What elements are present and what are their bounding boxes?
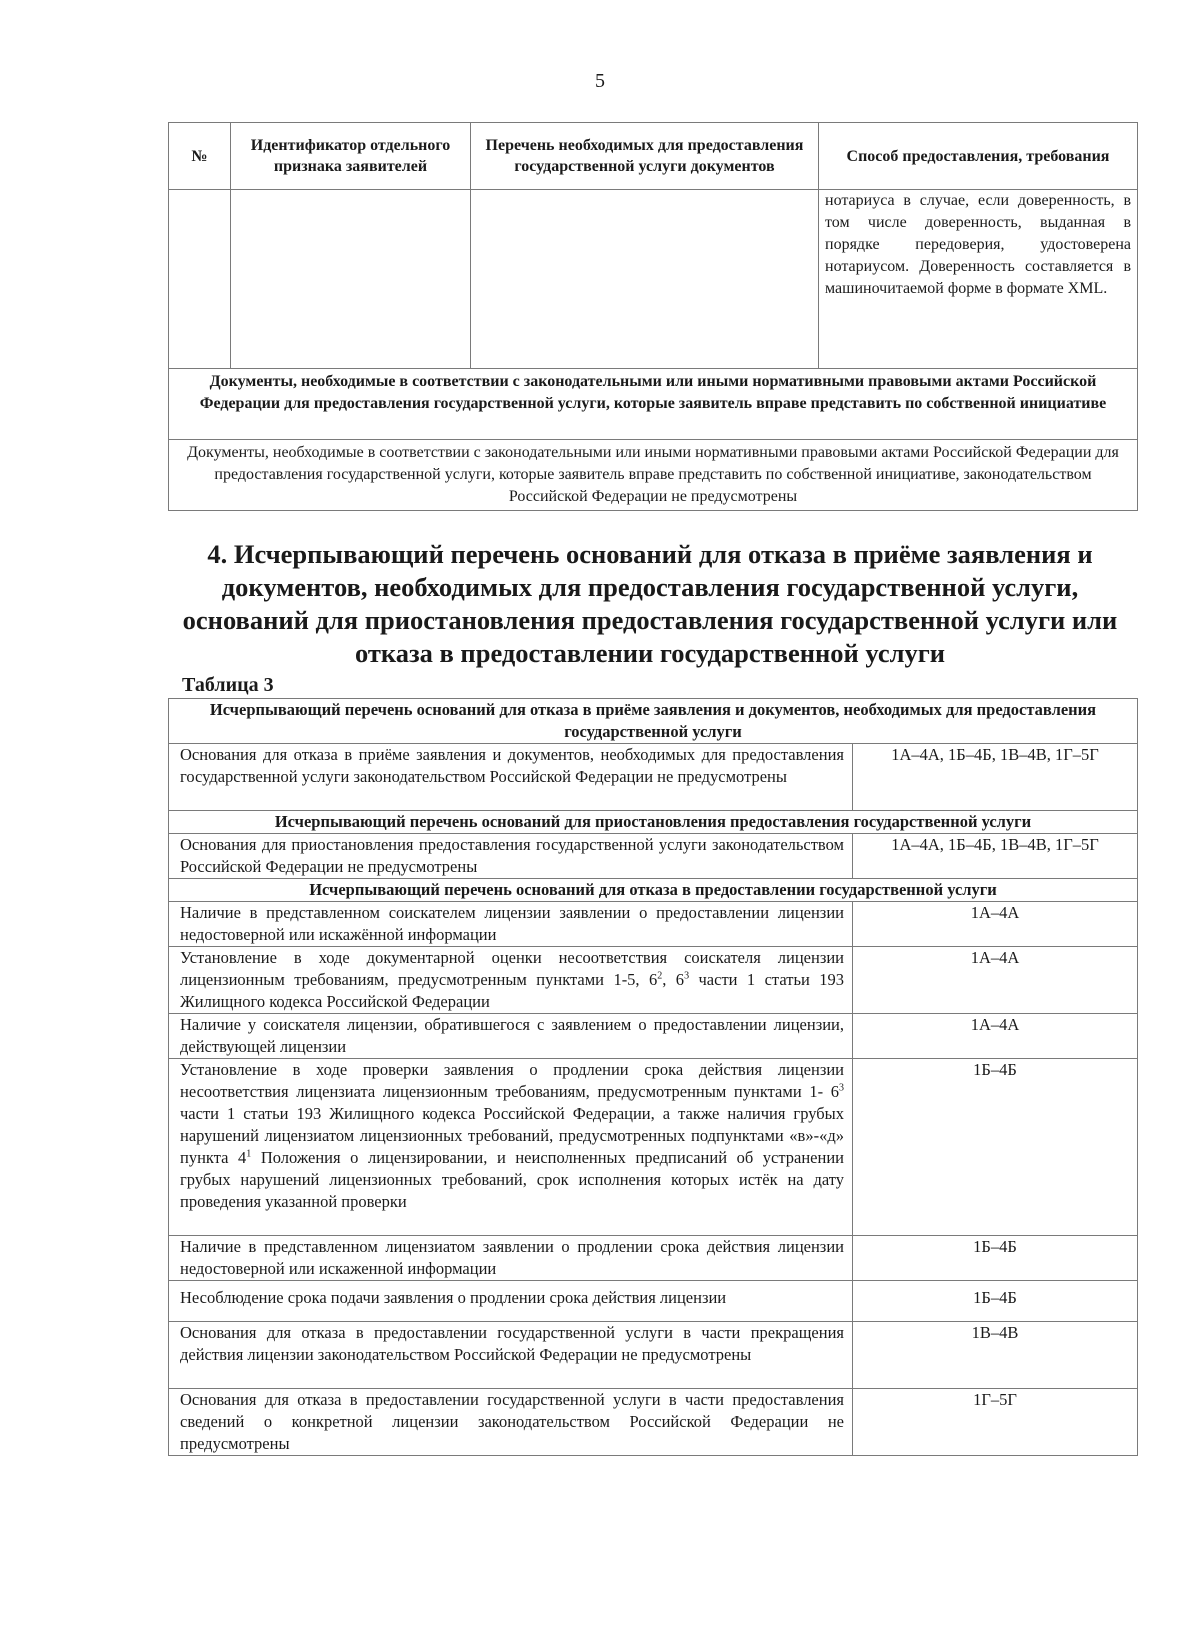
column-header-number: №: [169, 123, 231, 190]
table-row: [169, 744, 1138, 811]
reason-cell: Наличие в представленном соискателем лицензии заявлении о предоставлении лицензии недостоверной или искажённой информации: [169, 902, 853, 947]
section-subheader: Документы, необходимые в соответствии с законодательными или иными нормативными правовыми актами Российской Федерации для предоставления государственной услуги, которые заявитель вправе представить по собственной инициативе: [169, 369, 1138, 440]
superscript: 3: [839, 1082, 844, 1094]
code-cell: 1А–4А: [853, 947, 1138, 1014]
superscript: 1: [246, 1148, 252, 1160]
empty-cell: [231, 190, 471, 369]
table-row: [169, 1322, 1138, 1389]
reason-cell: Наличие у соискателя лицензии, обратившегося с заявлением о предоставлении лицензии, действующей лицензии: [169, 1014, 853, 1059]
reason-cell: Основания для отказа в предоставлении государственной услуги в части прекращения действия лицензии законодательством Российской Федерации не предусмотрены: [169, 1322, 853, 1389]
code-cell: 1Б–4Б: [853, 1281, 1138, 1322]
group-header-reception: Исчерпывающий перечень оснований для отказа в приёме заявления и документов, необходимых для предоставления государственной услуги: [169, 699, 1138, 744]
code-cell: 1А–4А, 1Б–4Б, 1В–4В, 1Г–5Г: [853, 834, 1138, 879]
code-cell: 1А–4А: [853, 902, 1138, 947]
reason-text: Установление в ходе проверки заявления о продлении срока действия лицензии несоответствия лицензиата лицензионным требованиям, предусмотренным пунктами 1- 6: [180, 1060, 844, 1101]
empty-cell: [471, 190, 819, 369]
table-row: [169, 1389, 1138, 1456]
reason-cell: Основания для приостановления предоставления государственной услуги законодательством Российской Федерации не предусмотрены: [169, 834, 853, 879]
group-header-row: [169, 811, 1138, 834]
code-cell: 1А–4А, 1Б–4Б, 1В–4В, 1Г–5Г: [853, 744, 1138, 811]
code-cell: 1В–4В: [853, 1322, 1138, 1389]
reason-text: части 1 статьи 193 Жилищного кодекса Российской Федерации, а также наличия грубых нарушений лицензиатом лицензионных требований, предусмотренных подпунктами «в»-«д» пункта 4: [180, 1104, 844, 1167]
code-cell: 1Б–4Б: [853, 1059, 1138, 1236]
table-subheader-row: [169, 369, 1138, 440]
group-header-suspension: Исчерпывающий перечень оснований для приостановления предоставления государственной услуги: [169, 811, 1138, 834]
table-caption: Таблица 3: [182, 674, 274, 696]
empty-cell: [169, 190, 231, 369]
column-header-method: Способ предоставления, требования: [819, 123, 1138, 190]
table-row: [169, 947, 1138, 1014]
section-heading: 4. Исчерпывающий перечень оснований для отказа в приёме заявления и документов, необходимых для предоставления государственной услуги, оснований для приостановления предоставления государственной услуги или отказа в предоставлении государственной услуги: [182, 539, 1118, 668]
page-number: 5: [595, 70, 605, 92]
table-row: [169, 1014, 1138, 1059]
reason-cell: Основания для отказа в приёме заявления и документов, необходимых для предоставления государственной услуги законодательством Российской Федерации не предусмотрены: [169, 744, 853, 811]
table-row: [169, 190, 1138, 369]
group-header-refusal: Исчерпывающий перечень оснований для отказа в предоставлении государственной услуги: [169, 879, 1138, 902]
table-row: [169, 1236, 1138, 1281]
reason-text: Установление в ходе документарной оценки несоответствия соискателя лицензии лицензионным требованиям, предусмотренным пунктами 1-5, 6: [180, 948, 844, 989]
superscript: 3: [684, 970, 690, 982]
table-row: [169, 1059, 1138, 1236]
reason-cell: Наличие в представленном лицензиатом заявлении о продлении срока действия лицензии недостоверной или искаженной информации: [169, 1236, 853, 1281]
group-header-row: [169, 879, 1138, 902]
code-cell: 1Г–5Г: [853, 1389, 1138, 1456]
code-cell: 1Б–4Б: [853, 1236, 1138, 1281]
reason-cell: [169, 947, 853, 1014]
superscript: 2: [657, 970, 663, 982]
reason-text: Положения о лицензировании, и неисполненных предписаний об устранении грубых нарушений лицензионных требований, срок исполнения которых истёк на дату проведения указанной проверки: [180, 1148, 844, 1211]
documents-table-continuation: [168, 122, 1138, 511]
reason-text: части 1 статьи 193 Жилищного кодекса Российской Федерации: [180, 970, 844, 1011]
table-row: [169, 902, 1138, 947]
continuation-cell: нотариуса в случае, если доверенность, в том числе доверенность, выданная в порядке передоверия, удостоверена нотариусом. Доверенность составляется в машиночитаемой форме в формате XML.: [819, 190, 1138, 369]
column-header-identifier: Идентификатор отдельного признака заявителей: [231, 123, 471, 190]
reason-cell: [169, 1059, 853, 1236]
reason-cell: Несоблюдение срока подачи заявления о продлении срока действия лицензии: [169, 1281, 853, 1322]
reason-cell: Основания для отказа в предоставлении государственной услуги в части предоставления сведений о конкретной лицензии законодательством Российской Федерации не предусмотрены: [169, 1389, 853, 1456]
column-header-documents: Перечень необходимых для предоставления государственной услуги документов: [471, 123, 819, 190]
table-header-row: [169, 123, 1138, 190]
info-cell: Документы, необходимые в соответствии с законодательными или иными нормативными правовыми актами Российской Федерации для предоставления государственной услуги, которые заявитель вправе представить по собственной инициативе, законодательством Российской Федерации не предусмотрены: [169, 440, 1138, 511]
code-cell: 1А–4А: [853, 1014, 1138, 1059]
table-row: [169, 834, 1138, 879]
table-row: [169, 1281, 1138, 1322]
table-row: [169, 440, 1138, 511]
reason-text: , 6: [662, 970, 685, 989]
grounds-table: [168, 698, 1138, 1456]
group-header-row: [169, 699, 1138, 744]
